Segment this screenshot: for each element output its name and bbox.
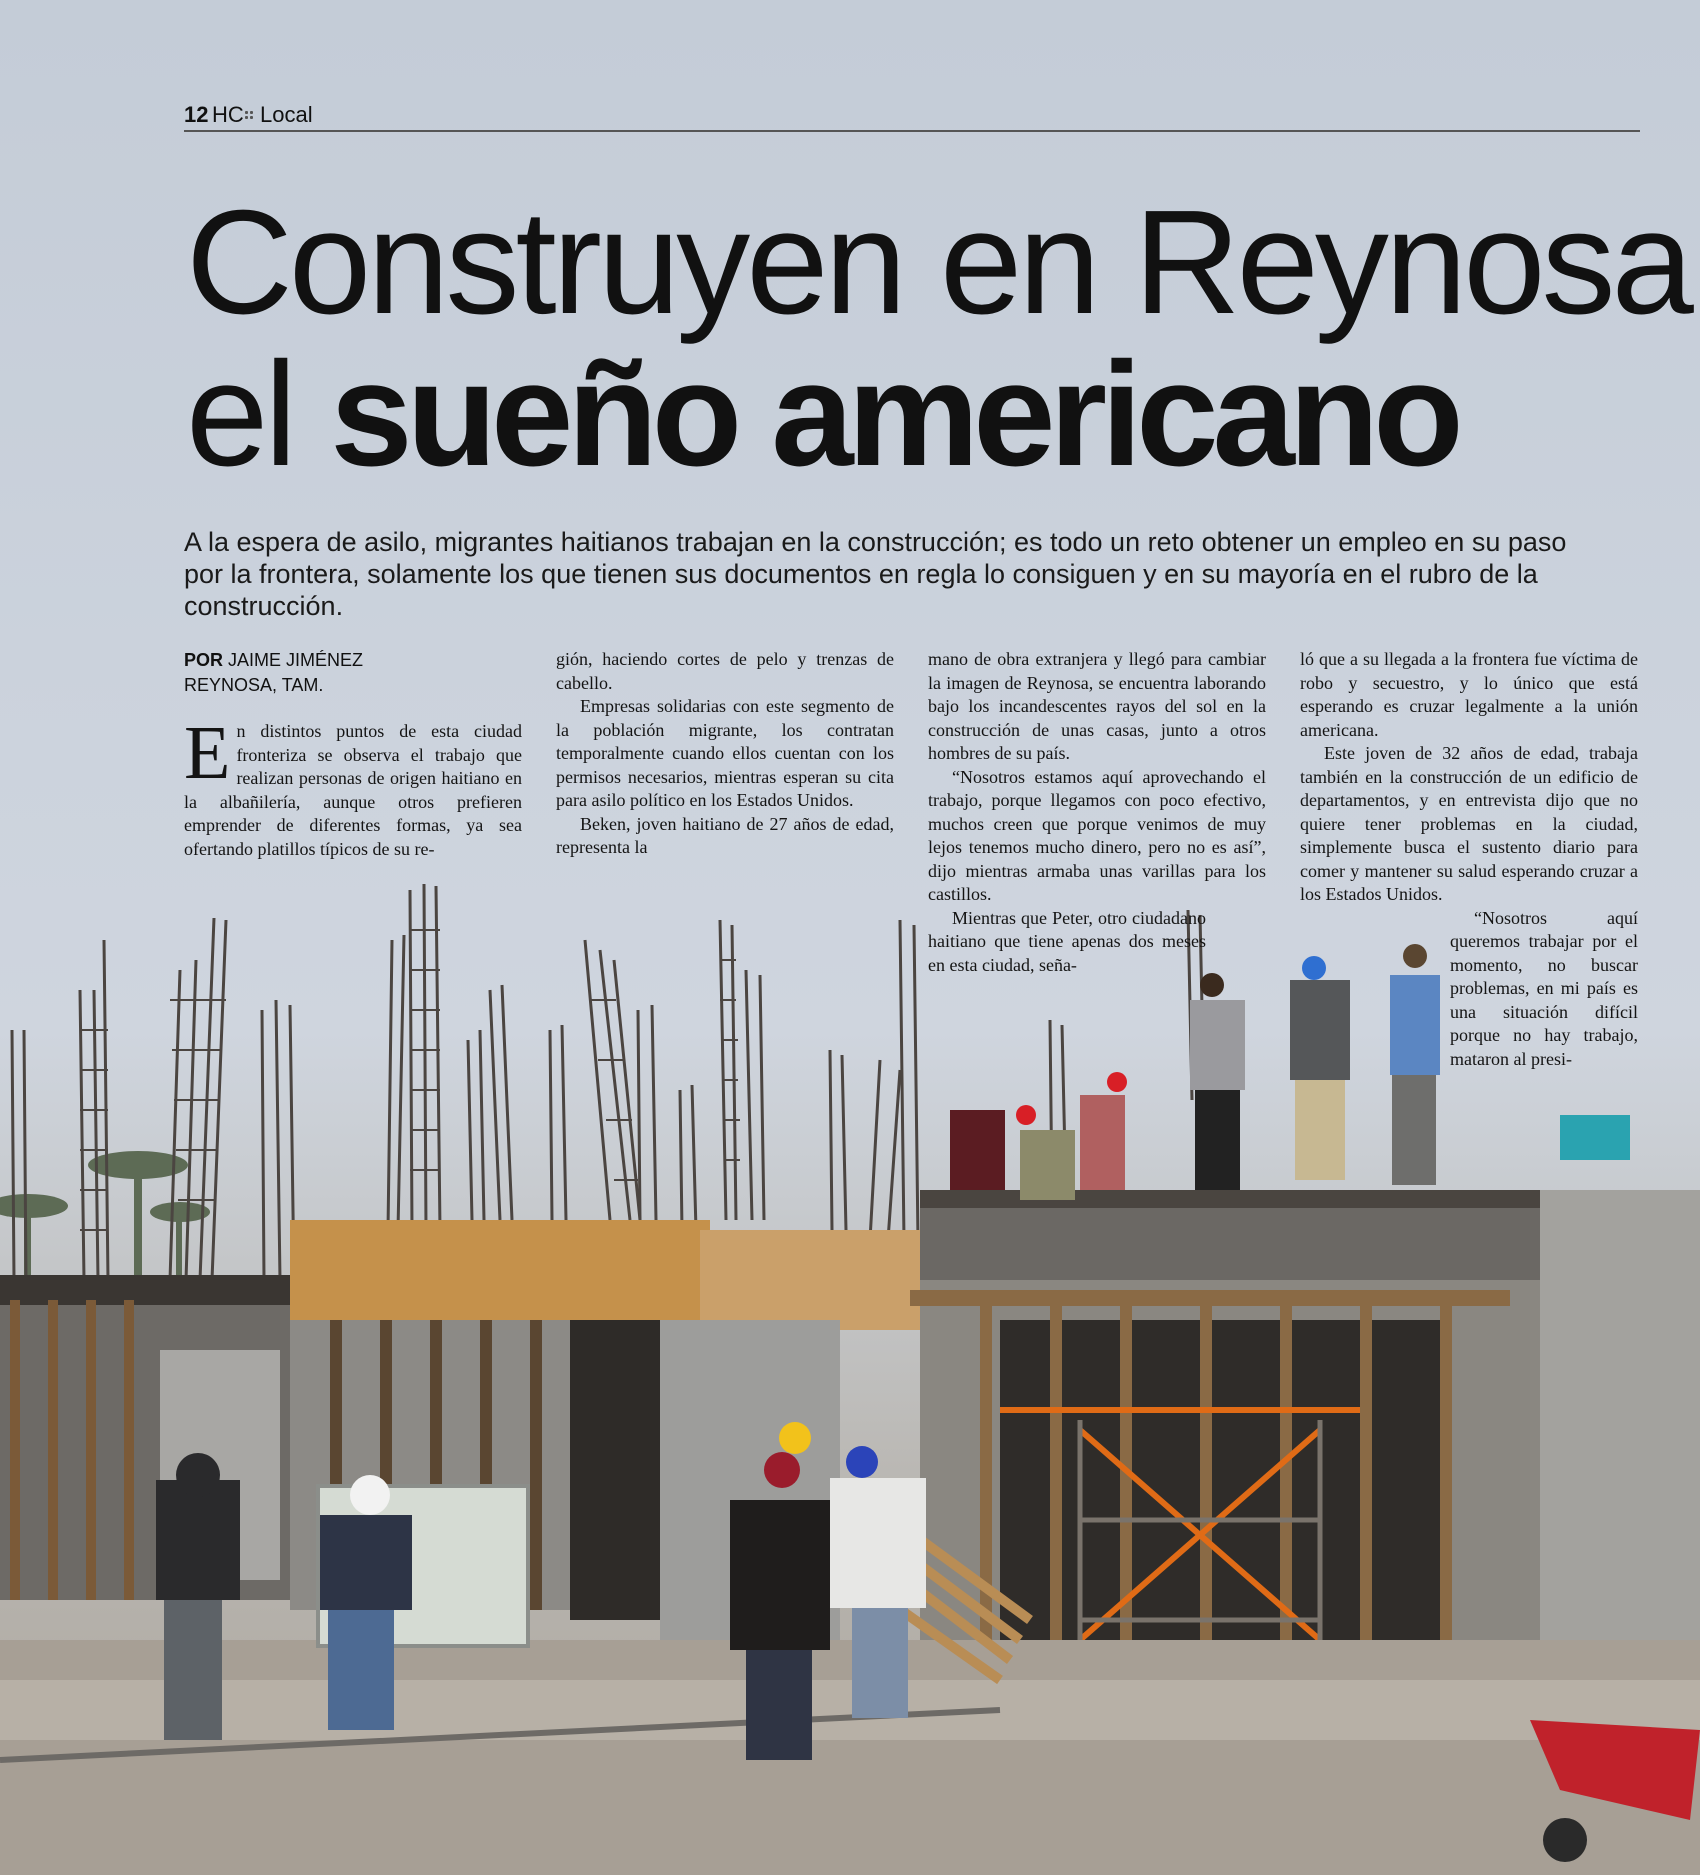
- column-2-paragraph-1: gión, haciendo cortes de pelo y trenzas de cabello.: [556, 649, 894, 693]
- article-deck: A la espera de asilo, migrantes haitianos trabajan en la construcción; es todo un reto obtener un empleo en su paso por la frontera, solamente los que tienen sus documentos en regla lo consiguen y en su mayoría en el rubro de la construcción.: [184, 527, 1567, 621]
- page-number: 12: [184, 102, 209, 127]
- byline-author: JAIME JIMÉNEZ: [228, 650, 364, 670]
- column-2-paragraph-2: Empresas solidarias con este segmento de la población migrante, los contratan temporalmente cuando ellos cuentan con los permisos necesarios, mientras esperan su cita para asilo político en los Estados Unidos.: [556, 696, 894, 810]
- column-1-paragraph-1: n distintos puntos de esta ciudad fronteriza se observa el trabajo que realizan personas de origen haitiano en la albañilería, aunque otros prefieren emprender de diferentes formas, ya sea ofertando platillos típicos de su re-: [184, 721, 522, 859]
- column-4-paragraph-1: ló que a su llegada a la frontera fue víctima de robo y secuestro, y lo único que está esperando es cruzar legalmente a la unión americana.: [1300, 649, 1638, 740]
- water-tank: [318, 1486, 528, 1646]
- column-4: [1300, 648, 1638, 1071]
- separator-dots-icon: [244, 110, 254, 120]
- left-buildings: [0, 1275, 300, 1600]
- drop-cap: E: [184, 711, 231, 795]
- column-3-paragraph-1: mano de obra extranjera y llegó para cambiar la imagen de Reynosa, se encuentra laborando bajo los incandescentes rayos del sol en la construcción de unas casas, junto a otros hombres de su país.: [928, 649, 1266, 763]
- byline-location: REYNOSA, TAM.: [184, 675, 324, 695]
- headline-light-word: el: [186, 332, 294, 497]
- column-3: [928, 648, 1266, 977]
- column-3-paragraph-3: Mientras que Peter, otro ciudadano haitiano que tiene apenas dos meses en esta ciudad, seña-: [928, 907, 1206, 975]
- column-2: [556, 648, 894, 860]
- publication-name: HC: [212, 102, 244, 127]
- column-4-paragraph-3: “Nosotros aquí queremos trabajar por el momento, no buscar problemas, en mi país es una situación difícil porque no hay trabajo, mataron al presi-: [1450, 907, 1638, 1069]
- column-3-paragraph-2: “Nosotros estamos aquí aprovechando el trabajo, porque llegamos con poco efectivo, muchos creen que porque venimos de muy lejos tenemos mucho dinero, pero no es así”, dijo mientras armaba unas varillas para los castillos.: [928, 766, 1266, 904]
- headline-line-1: Construyen en Reynosa: [186, 180, 1690, 345]
- section-name: Local: [260, 102, 313, 127]
- ground-workers: [156, 1422, 926, 1760]
- page-header: [184, 102, 1640, 132]
- byline: [184, 648, 363, 698]
- header-rule: [184, 130, 1640, 132]
- column-2-paragraph-3: Beken, joven haitiano de 27 años de edad, representa la: [556, 813, 894, 857]
- byline-por: POR: [184, 650, 224, 670]
- middle-building: [290, 1220, 940, 1640]
- ground: [0, 1640, 1700, 1875]
- column-4-paragraph-2: Este joven de 32 años de edad, trabaja también en la construcción de un edificio de departamentos, y en entrevista dijo que no quiere tener problemas en la ciudad, simplemente busca el sustento diario para comer y mantener su salud esperando cruzar a los Estados Unidos.: [1300, 743, 1638, 904]
- palm-trees: [0, 1151, 210, 1290]
- wheelbarrow: [1530, 1720, 1700, 1862]
- pallets: [830, 1510, 1030, 1680]
- headline-bold-words: sueño americano: [330, 332, 1458, 497]
- right-building: [910, 1190, 1700, 1700]
- column-1: [184, 711, 522, 861]
- rebar-ties: [80, 930, 740, 1230]
- headline-line-2: [186, 332, 1458, 497]
